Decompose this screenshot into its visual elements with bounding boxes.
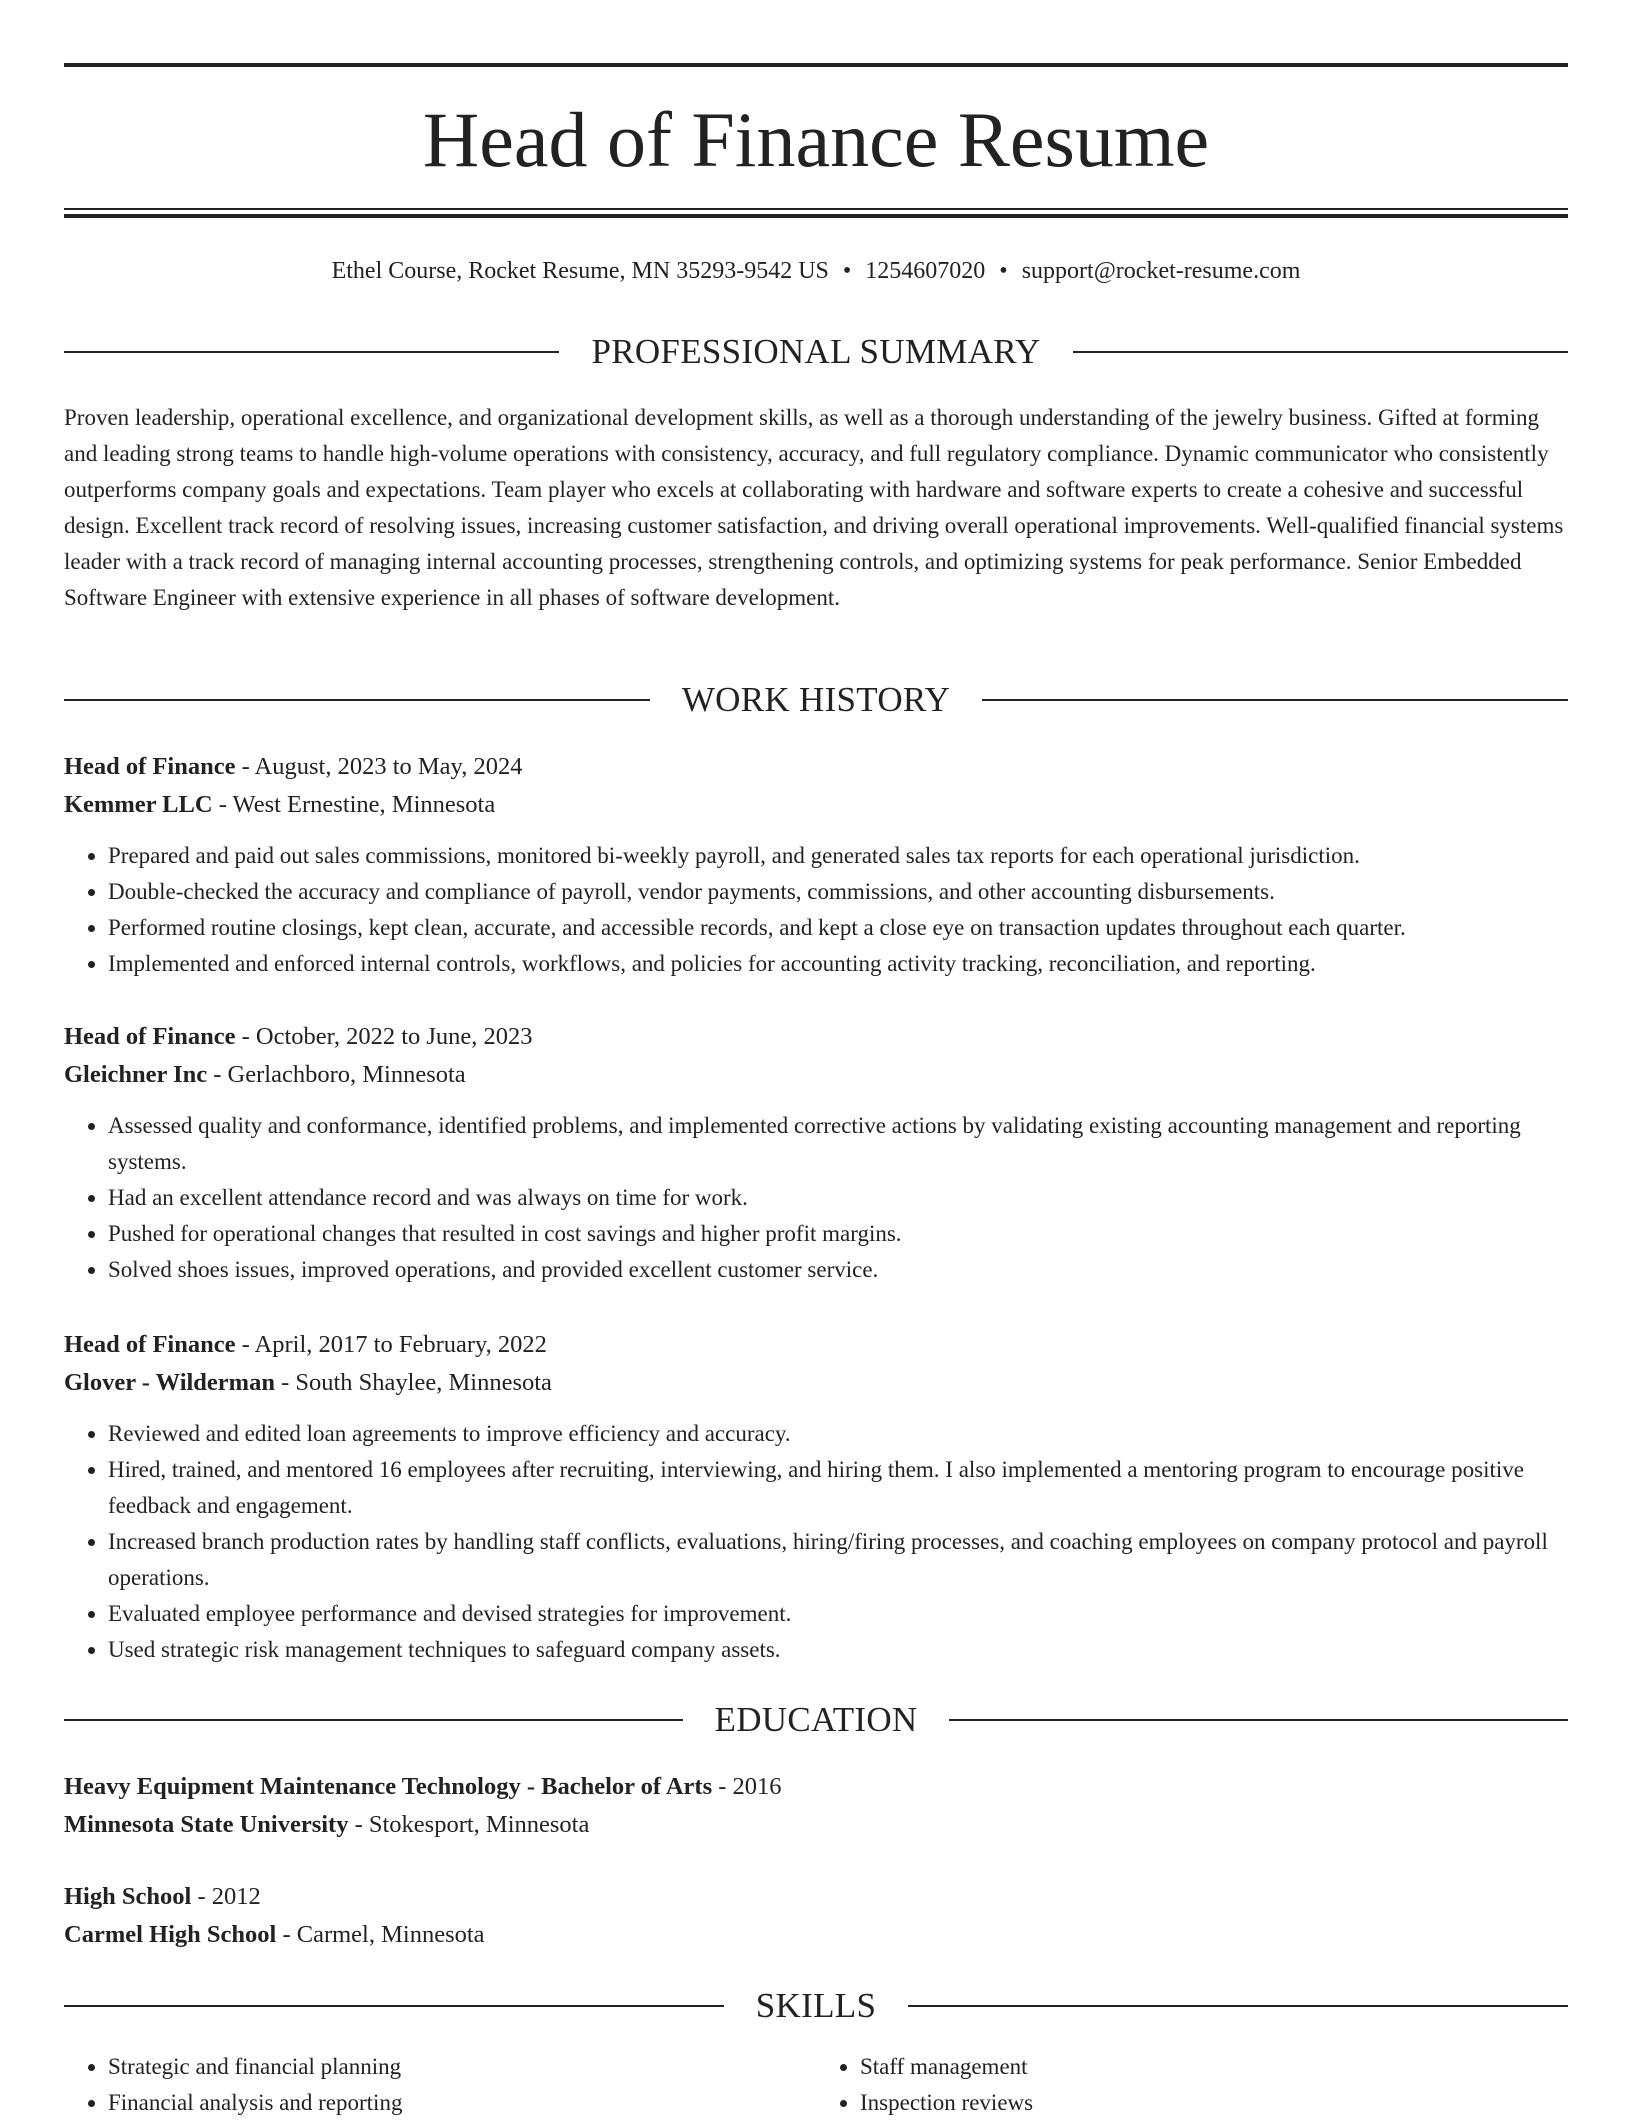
section-heading-work	[64, 678, 1568, 722]
job-company-row	[64, 1056, 1568, 1094]
summary-text: Proven leadership, operational excellence, and organizational development skills, as well as a thorough understanding of the jewelry business. Gifted at forming and leading strong teams to handle high-volume operations with consistency, accuracy, and full regulatory compliance. Dynamic communicator who consistently outperforms company goals and expectations. Team player who excels at collaborating with hardware and software experts to create a cohesive and successful design. Excellent track record of resolving issues, increasing customer satisfaction, and driving overall operational improvements. Well-qualified financial systems leader with a track record of managing internal accounting processes, strengthening controls, and optimizing systems for peak performance. Senior Embedded Software Engineer with extensive experience in all phases of software development.	[64, 405, 1564, 610]
skills-list	[64, 2049, 1568, 2121]
divider-line	[1073, 351, 1568, 353]
job-title-row	[64, 748, 1568, 786]
job-company: Kemmer LLC	[64, 791, 213, 818]
contact-line	[64, 254, 1568, 288]
contact-separator: •	[999, 258, 1008, 284]
summary-block	[64, 400, 1568, 616]
job-bullet: • Prepared and paid out sales commissions, monitored bi-weekly payroll, and generated sales tax reports for each operational jurisdiction.	[108, 838, 1568, 874]
job-bullets	[64, 1416, 1568, 1668]
section-title: PROFESSIONAL SUMMARY	[591, 332, 1041, 371]
job-bullet: • Solved shoes issues, improved operations, and provided excellent customer service.	[108, 1252, 1568, 1288]
job-dates: - April, 2017 to February, 2022	[235, 1331, 547, 1358]
contact-phone: 1254607020	[865, 258, 986, 284]
education-year: - 2012	[191, 1883, 261, 1910]
job-entry	[64, 1326, 1568, 1668]
job-bullet: • Used strategic risk management techniques to safeguard company assets.	[108, 1632, 1568, 1668]
job-bullet: • Double-checked the accuracy and compliance of payroll, vendor payments, commissions, and other accounting disbursements.	[108, 874, 1568, 910]
job-dates: - August, 2023 to May, 2024	[235, 753, 523, 780]
skills-column-left	[64, 2049, 816, 2121]
job-location: - Gerlachboro, Minnesota	[207, 1061, 466, 1088]
resume-title: Head of Finance Resume	[422, 96, 1210, 183]
education-school: Minnesota State University	[64, 1811, 349, 1838]
job-bullet: • Reviewed and edited loan agreements to improve efficiency and accuracy.	[108, 1416, 1568, 1452]
education-degree: Heavy Equipment Maintenance Technology - Bachelor of Arts	[64, 1773, 713, 1800]
contact-separator: •	[842, 258, 852, 284]
section-title: EDUCATION	[714, 1700, 918, 1739]
skill-item: • Staff management	[860, 2049, 1568, 2085]
job-bullet: • Hired, trained, and mentored 16 employees after recruiting, interviewing, and hiring them. I also implemented a mentoring program to encourage positive feedback and engagement.	[108, 1452, 1568, 1524]
job-dates: - October, 2022 to June, 2023	[235, 1023, 533, 1050]
job-bullet: • Performed routine closings, kept clean, accurate, and accessible records, and kept a close eye on transaction updates throughout each quarter.	[108, 910, 1568, 946]
job-location: - South Shaylee, Minnesota	[274, 1369, 552, 1396]
education-location: - Stokesport, Minnesota	[348, 1811, 590, 1838]
title-double-rule	[64, 208, 1568, 218]
education-school-row	[64, 1806, 1568, 1844]
contact-email[interactable]: support@rocket-resume.com	[1021, 258, 1301, 284]
job-bullets	[64, 838, 1568, 982]
job-title-row	[64, 1018, 1568, 1056]
job-title: Head of Finance	[64, 1331, 236, 1358]
job-bullet: • Evaluated employee performance and devised strategies for improvement.	[108, 1596, 1568, 1632]
education-year: - 2016	[712, 1773, 782, 1800]
job-entry	[64, 1018, 1568, 1288]
skills-column-right	[816, 2049, 1568, 2121]
divider-line	[64, 699, 650, 701]
divider-line	[64, 1719, 683, 1721]
job-bullets	[64, 1108, 1568, 1288]
job-bullet: • Implemented and enforced internal controls, workflows, and policies for accounting activity tracking, reconciliation, and reporting.	[108, 946, 1568, 982]
job-entry	[64, 748, 1568, 982]
divider-line	[908, 2005, 1568, 2007]
top-rule	[64, 63, 1568, 67]
section-title: WORK HISTORY	[681, 680, 951, 719]
education-location: - Carmel, Minnesota	[276, 1921, 485, 1948]
job-bullet: • Pushed for operational changes that resulted in cost savings and higher profit margins.	[108, 1216, 1568, 1252]
job-company-row	[64, 1364, 1568, 1402]
job-company: Glover - Wilderman	[64, 1369, 275, 1396]
education-school: Carmel High School	[64, 1921, 277, 1948]
education-entry	[64, 1768, 1568, 1844]
education-degree-row	[64, 1878, 1568, 1916]
job-title: Head of Finance	[64, 1023, 236, 1050]
job-company-row	[64, 786, 1568, 824]
section-heading-education	[64, 1698, 1568, 1742]
job-title-row	[64, 1326, 1568, 1364]
skill-item: • Strategic and financial planning	[108, 2049, 816, 2085]
education-entry	[64, 1878, 1568, 1954]
education-school-row	[64, 1916, 1568, 1954]
contact-address: Ethel Course, Rocket Resume, MN 35293-9542 US	[331, 258, 829, 284]
job-bullet: • Had an excellent attendance record and was always on time for work.	[108, 1180, 1568, 1216]
section-heading-skills	[64, 1984, 1568, 2028]
job-location: - West Ernestine, Minnesota	[212, 791, 496, 818]
job-bullet: • Increased branch production rates by handling staff conflicts, evaluations, hiring/firing processes, and coaching employees on company protocol and payroll operations.	[108, 1524, 1568, 1596]
section-heading-summary	[64, 330, 1568, 374]
divider-line	[949, 1719, 1568, 1721]
divider-line	[64, 351, 559, 353]
education-degree-row	[64, 1768, 1568, 1806]
divider-line	[64, 2005, 724, 2007]
education-degree: High School	[64, 1883, 192, 1910]
skill-item: • Inspection reviews	[860, 2085, 1568, 2121]
job-company: Gleichner Inc	[64, 1061, 208, 1088]
divider-line	[982, 699, 1568, 701]
section-title: SKILLS	[755, 1986, 877, 2025]
skill-item: • Financial analysis and reporting	[108, 2085, 816, 2121]
job-bullet: • Assessed quality and conformance, identified problems, and implemented corrective actions by validating existing accounting management and reporting systems.	[108, 1108, 1568, 1180]
job-title: Head of Finance	[64, 753, 236, 780]
